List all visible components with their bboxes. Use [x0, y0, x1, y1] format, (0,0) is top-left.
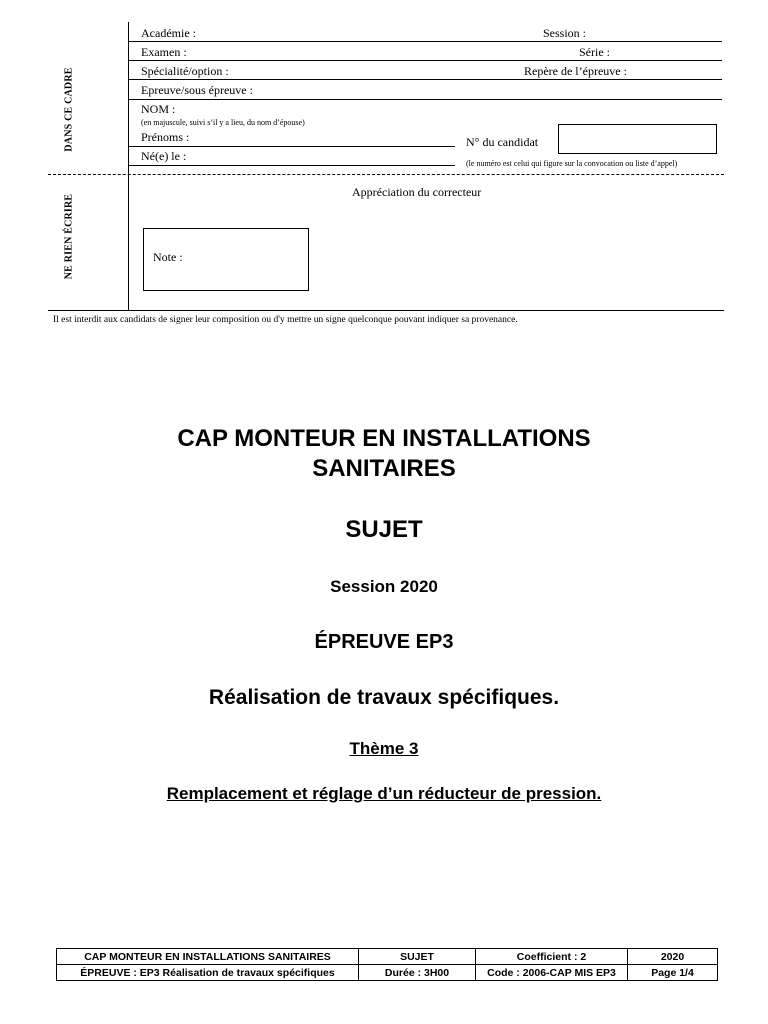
num-candidat-hint: (le numéro est celui qui figure sur la convocation ou liste d’appel): [466, 159, 678, 168]
warning-text: Il est interdit aux candidats de signer leur composition ou d'y mettre un signe quelconque pouvant indiquer sa provenance.: [53, 315, 518, 325]
ne-le-label: Né(e) le :: [141, 149, 187, 163]
serie-label: Série :: [579, 45, 610, 59]
rule-frame-bottom: [48, 310, 724, 311]
remplacement-heading: Remplacement et réglage d’un réducteur de pression.: [166, 784, 602, 803]
footer-year: 2020: [628, 949, 718, 965]
examen-label: Examen :: [141, 45, 187, 59]
vertical-label-ne-rien-ecrire: NE RIEN ÉCRIRE: [63, 193, 75, 280]
footer-row: [57, 965, 718, 981]
footer-table: [56, 948, 718, 981]
prenoms-label: Prénoms :: [141, 130, 190, 144]
nom-label: NOM :: [141, 102, 176, 116]
rule-specialite: [128, 79, 722, 80]
repere-label: Repère de l’épreuve :: [524, 64, 627, 78]
title-line2: SANITAIRES: [312, 455, 456, 482]
title-line1: CAP MONTEUR EN INSTALLATIONS: [177, 425, 591, 452]
academie-label: Académie :: [141, 26, 196, 40]
footer-cap-title: CAP MONTEUR EN INSTALLATIONS SANITAIRES: [57, 949, 359, 965]
num-candidat-label: N° du candidat: [466, 135, 539, 149]
header-vertical-rule: [128, 22, 129, 310]
specialite-label: Spécialité/option :: [141, 64, 229, 78]
footer-row: [57, 949, 718, 965]
session-heading: Session 2020: [330, 577, 438, 596]
rule-epreuve: [128, 99, 722, 100]
sujet-heading: SUJET: [345, 516, 423, 543]
note-label: Note :: [153, 250, 183, 264]
rule-examen: [128, 60, 722, 61]
appreciation-label: Appréciation du correcteur: [352, 185, 482, 199]
num-candidat-box[interactable]: [558, 124, 717, 154]
vertical-label-dans-ce-cadre: DANS CE CADRE: [63, 67, 75, 152]
theme-heading: Thème 3: [349, 739, 419, 758]
note-box[interactable]: [143, 228, 309, 291]
footer-epreuve: ÉPREUVE : EP3 Réalisation de travaux spécifiques: [57, 965, 359, 981]
footer-coefficient: Coefficient : 2: [476, 949, 628, 965]
footer-page: Page 1/4: [628, 965, 718, 981]
footer-duree: Durée : 3H00: [359, 965, 476, 981]
footer-sujet: SUJET: [359, 949, 476, 965]
session-label: Session :: [543, 26, 587, 40]
rule-academie: [128, 41, 722, 42]
rule-prenoms: [128, 146, 455, 147]
nom-hint: (en majuscule, suivi s’il y a lieu, du nom d’épouse): [141, 118, 305, 127]
epreuve-sous-label: Epreuve/sous épreuve :: [141, 83, 253, 97]
dashed-separator: [48, 174, 724, 175]
rule-ne-le: [128, 165, 455, 166]
footer-code: Code : 2006-CAP MIS EP3: [476, 965, 628, 981]
epreuve-heading: ÉPREUVE EP3: [314, 631, 454, 653]
realisation-heading: Réalisation de travaux spécifiques.: [208, 686, 560, 709]
